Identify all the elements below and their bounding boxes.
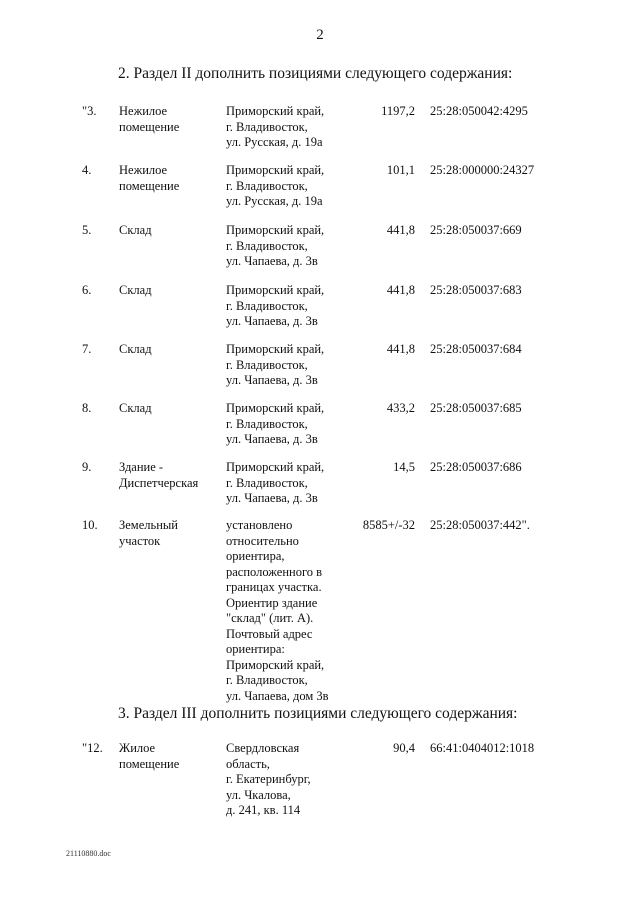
object-address: Приморский край, г. Владивосток, ул. Русская, д. 19а <box>226 104 325 149</box>
row-number: 10. <box>82 518 98 532</box>
object-address: Приморский край, г. Владивосток, ул. Чапаева, д. 3в <box>226 401 325 446</box>
object-address: установлено относительно ориентира, расположенного в границах участка. Ориентир здание "склад" (лит. А). Почтовый адрес ориентира: Приморский край, г. Владивосток, ул. Чапаева, дом 3в <box>226 518 329 703</box>
object-name: Жилое помещение <box>119 741 180 771</box>
cadastral-number: 25:28:050037:685 <box>430 401 522 415</box>
object-area: 433,2 <box>386 401 415 415</box>
row-number: 9. <box>82 460 92 474</box>
object-area: 441,8 <box>386 283 415 297</box>
row-number: "12. <box>82 741 103 755</box>
object-address: Приморский край, г. Владивосток, ул. Чапаева, д. 3в <box>226 460 325 505</box>
cadastral-number: 25:28:000000:24327 <box>430 163 535 177</box>
cadastral-number: 25:28:050042:4295 <box>430 104 528 118</box>
cadastral-number: 25:28:050037:683 <box>430 283 522 297</box>
row-number: 6. <box>82 283 92 297</box>
object-address: Приморский край, г. Владивосток, ул. Чапаева, д. 3в <box>226 342 325 387</box>
cadastral-number: 25:28:050037:442". <box>430 518 530 532</box>
object-area: 441,8 <box>386 342 415 356</box>
object-name: Склад <box>119 342 152 356</box>
object-name: Земельный участок <box>119 518 178 548</box>
object-area: 90,4 <box>393 741 415 755</box>
cadastral-number: 25:28:050037:686 <box>430 460 522 474</box>
object-address: Приморский край, г. Владивосток, ул. Русская, д. 19а <box>226 163 325 208</box>
cadastral-number: 25:28:050037:669 <box>430 223 522 237</box>
page-number: 2 <box>316 27 324 43</box>
row-number: 5. <box>82 223 92 237</box>
cadastral-number: 66:41:0404012:1018 <box>430 741 535 755</box>
object-area: 8585+/-32 <box>362 518 415 532</box>
section-3-heading: 3. Раздел III дополнить позициями следующего содержания: <box>118 705 518 722</box>
object-area: 441,8 <box>386 223 415 237</box>
row-number: 4. <box>82 163 92 177</box>
object-address: Свердловская область, г. Екатеринбург, ул. Чкалова, д. 241, кв. 114 <box>226 741 311 817</box>
object-name: Нежилое помещение <box>119 104 180 134</box>
section-2-heading: 2. Раздел II дополнить позициями следующего содержания: <box>118 65 513 82</box>
object-area: 1197,2 <box>381 104 415 118</box>
row-number: "3. <box>82 104 97 118</box>
document-filename: 21110880.doc <box>66 849 111 858</box>
cadastral-number: 25:28:050037:684 <box>430 342 522 356</box>
object-area: 14,5 <box>393 460 415 474</box>
object-name: Нежилое помещение <box>119 163 180 193</box>
object-name: Склад <box>119 283 152 297</box>
row-number: 8. <box>82 401 92 415</box>
object-address: Приморский край, г. Владивосток, ул. Чапаева, д. 3в <box>226 223 325 268</box>
object-name: Склад <box>119 401 152 415</box>
object-name: Здание - Диспетчерская <box>119 460 199 490</box>
row-number: 7. <box>82 342 92 356</box>
object-address: Приморский край, г. Владивосток, ул. Чапаева, д. 3в <box>226 283 325 328</box>
object-area: 101,1 <box>386 163 415 177</box>
object-name: Склад <box>119 223 152 237</box>
